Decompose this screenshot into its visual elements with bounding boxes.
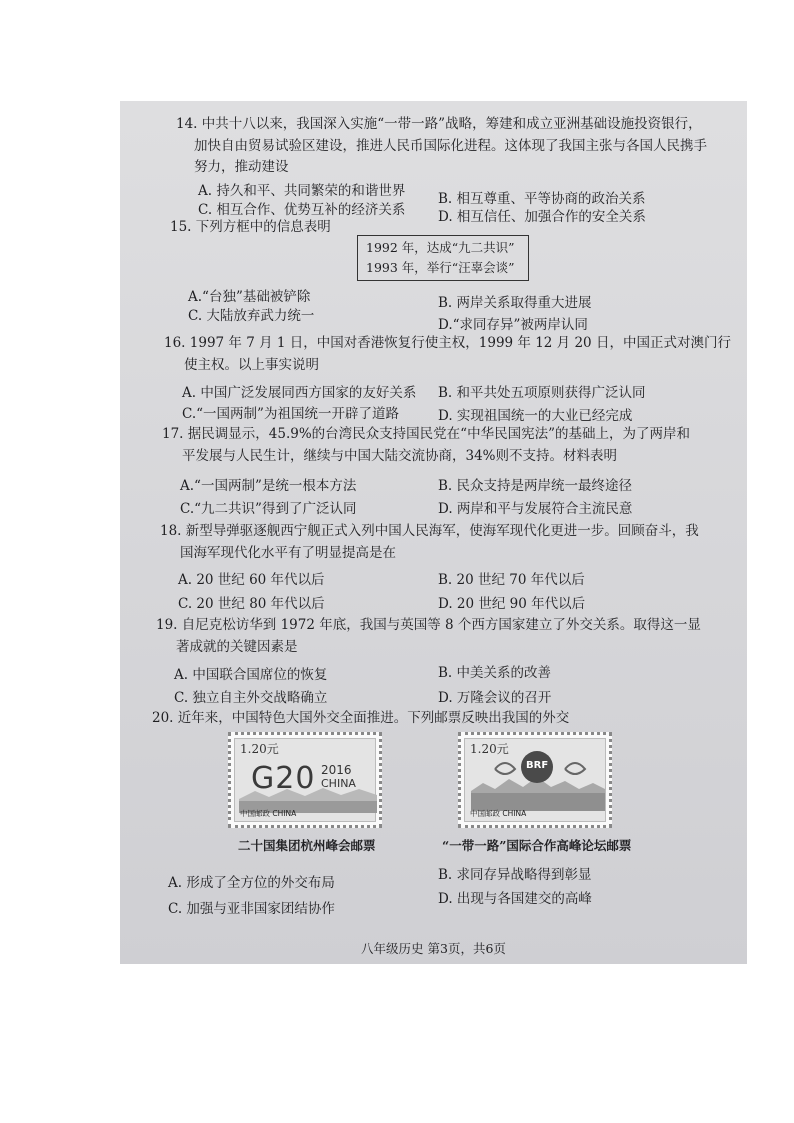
page-footer: 八年级历史 第3页，共6页	[361, 941, 506, 956]
question-stem: 努力，推动建设	[194, 159, 289, 175]
question-number: 17.	[162, 426, 184, 442]
question-number: 19.	[156, 617, 178, 633]
stamp-price: 1.20元	[470, 742, 509, 756]
stamp-caption: 二十国集团杭州峰会邮票	[238, 838, 376, 853]
question-19	[156, 615, 701, 658]
question-stem: 平发展与人民生计，继续与中国大陆交流协商，34%则不支持。材料表明	[182, 447, 618, 464]
question-stem: 下列方框中的信息表明	[195, 219, 331, 235]
option-d: D. 20 世纪 90 年代以后	[438, 596, 586, 612]
question-stem: 自尼克松访华到 1972 年底，我国与英国等 8 个西方国家建立了外交关系。取得这一显	[181, 617, 701, 633]
info-box-line: 1993 年，举行“汪辜会谈”	[366, 260, 515, 275]
stamp-post-label: 中国邮政 CHINA	[240, 809, 297, 818]
option-d: D.“求同存异”被两岸认同	[438, 317, 588, 333]
option-a: A.“一国两制”是统一根本方法	[180, 478, 357, 494]
stamp-year: 2016	[321, 763, 352, 777]
option-a: A. 20 世纪 60 年代以后	[178, 572, 325, 588]
info-box	[357, 235, 529, 281]
option-d: D. 实现祖国统一的大业已经完成	[438, 408, 633, 424]
stamp-logo-brf: BRF	[526, 760, 549, 771]
question-stem: 著成就的关键因素是	[176, 638, 298, 655]
question-16	[164, 333, 731, 376]
option-a: A. 形成了全方位的外交布局	[168, 875, 335, 891]
question-number: 16.	[164, 335, 186, 351]
option-c: C. 相互合作、优势互补的经济关系	[198, 202, 406, 218]
option-c: C.“九二共识”得到了广泛认同	[180, 501, 357, 517]
exam-page	[120, 101, 747, 964]
option-b: B. 和平共处五项原则获得广泛认同	[438, 385, 646, 401]
question-number: 20.	[152, 710, 174, 726]
question-17	[162, 424, 690, 467]
stamp-brf	[458, 732, 612, 828]
option-b: B. 中美关系的改善	[438, 665, 552, 681]
question-stem: 中共十八以来，我国深入实施“一带一路”战略，筹建和成立亚洲基础设施投资银行，	[201, 116, 702, 132]
option-d: D. 出现与各国建交的高峰	[438, 891, 592, 907]
option-b: B. 相互尊重、平等协商的政治关系	[438, 191, 646, 207]
stamp-logo-g20: G20	[251, 761, 316, 796]
question-number: 14.	[176, 116, 198, 132]
option-a: A. 中国广泛发展同西方国家的友好关系	[182, 385, 417, 401]
option-d: D. 两岸和平与发展符合主流民意	[438, 501, 633, 517]
question-number: 15.	[170, 219, 192, 235]
stamp-price: 1.20元	[240, 742, 279, 756]
question-14	[176, 114, 736, 179]
option-d: D. 万隆会议的召开	[438, 690, 552, 706]
question-18	[160, 521, 699, 564]
question-stem: 近年来，中国特色大国外交全面推进。下列邮票反映出我国的外交	[177, 710, 570, 726]
question-stem: 使主权。以上事实说明	[184, 356, 319, 373]
option-a: A.“台独”基础被铲除	[188, 289, 311, 305]
question-stem: 加快自由贸易试验区建设，推进人民币国际化进程。这体现了我国主张与各国人民携手	[194, 137, 707, 154]
option-b: B. 两岸关系取得重大进展	[438, 295, 592, 311]
option-a: A. 持久和平、共同繁荣的和谐世界	[198, 183, 406, 199]
question-15	[170, 217, 331, 239]
stamp-caption: “一带一路”国际合作高峰论坛邮票	[442, 838, 632, 853]
option-b: B. 民众支持是两岸统一最终途径	[438, 478, 633, 494]
option-c: C. 大陆放弃武力统一	[188, 308, 315, 324]
stamp-country: CHINA	[321, 777, 356, 790]
option-c: C. 加强与亚非国家团结协作	[168, 901, 335, 917]
option-a: A. 中国联合国席位的恢复	[174, 667, 328, 683]
option-c: C.“一国两制”为祖国统一开辟了道路	[182, 406, 399, 422]
option-b: B. 求同存异战略得到彰显	[438, 867, 592, 883]
option-c: C. 独立自主外交战略确立	[174, 690, 328, 706]
info-box-line: 1992 年，达成“九二共识”	[366, 240, 515, 255]
question-stem: 据民调显示，45.9%的台湾民众支持国民党在“中华民国宪法”的基础上，为了两岸和	[187, 426, 690, 442]
option-c: C. 20 世纪 80 年代以后	[178, 596, 325, 612]
question-stem: 1997 年 7 月 1 日，中国对香港恢复行使主权，1999 年 12 月 20 日，中国正式对澳门行	[189, 335, 731, 351]
option-b: B. 20 世纪 70 年代以后	[438, 572, 585, 588]
option-d: D. 相互信任、加强合作的安全关系	[438, 209, 646, 225]
stamp-post-label: 中国邮政 CHINA	[470, 809, 527, 818]
question-stem: 新型导弹驱逐舰西宁舰正式入列中国人民海军，使海军现代化更进一步。回顾奋斗，我	[185, 523, 699, 539]
question-20	[152, 708, 569, 730]
question-number: 18.	[160, 523, 182, 539]
question-stem: 国海军现代化水平有了明显提高是在	[180, 544, 396, 561]
stamp-g20	[228, 732, 382, 828]
